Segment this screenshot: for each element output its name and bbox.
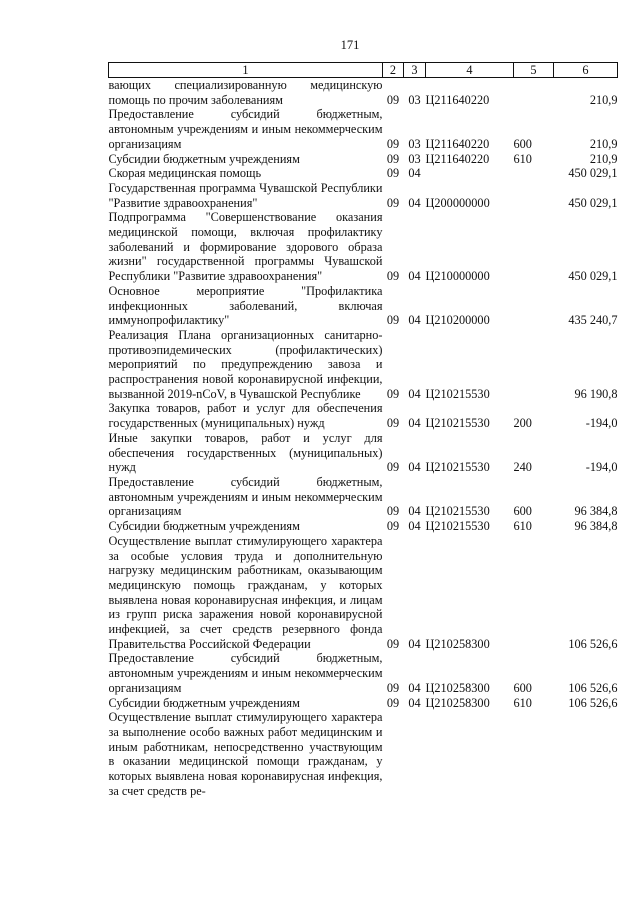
row-name-cell: Скорая медицинская помощь — [108, 166, 262, 181]
table-row — [109, 534, 618, 652]
table-row — [109, 284, 618, 328]
target-article-cell: Ц210215530 — [425, 519, 490, 534]
row-name-cell: Осуществление выплат стимулирующего характера за особые условия труда и дополнительную нагрузку медицинским работникам, оказывающим медицинскую помощь гражданам, у которых выявлена новая коронавирусная инфекция, и лицам из групп риска заражения новой коронавирусной инфекцией, за счет средств резервного фонда Правительства Российской Федерации — [108, 533, 383, 651]
target-article-cell: Ц211640220 — [425, 92, 490, 107]
subsection-code-cell: 04 — [408, 636, 421, 651]
amount-cell — [554, 710, 618, 798]
table-row — [109, 696, 618, 711]
section-code-cell: 09 — [386, 166, 400, 181]
row-name-cell: Осуществление выплат стимулирующего характера за выполнение особо важных работ медицинским и иным работникам, непосредственно участвующим в оказании медицинской помощи гражданам, у которых выявлена новая коронавирусная инфекция, за счет средств ре- — [108, 710, 383, 798]
table-row — [109, 431, 618, 475]
section-code-cell: 09 — [386, 92, 400, 107]
target-article-cell: Ц210215530 — [425, 460, 490, 475]
table-row — [109, 710, 618, 798]
amount-cell: 210,9 — [589, 92, 618, 107]
amount-cell: 106 526,6 — [568, 695, 618, 710]
expense-type-cell: 610 — [513, 519, 532, 534]
section-code-cell — [383, 710, 404, 798]
table-row — [109, 107, 618, 151]
expense-type-cell: 200 — [513, 416, 532, 431]
column-header: 3 — [404, 63, 426, 78]
expense-type-cell: 240 — [513, 460, 532, 475]
expense-type-cell — [514, 328, 554, 402]
table-header-row — [109, 63, 618, 78]
amount-cell: 435 240,7 — [568, 313, 618, 328]
expense-type-cell — [514, 166, 554, 181]
row-name-cell: Иные закупки товаров, работ и услуг для обеспечения государственных (муниципальных) нужд — [108, 430, 383, 475]
amount-cell: 96 190,8 — [574, 386, 618, 401]
amount-cell: 106 526,6 — [568, 636, 618, 651]
subsection-code-cell: 04 — [408, 695, 421, 710]
subsection-code-cell: 04 — [408, 269, 421, 284]
amount-cell: -194,0 — [585, 460, 618, 475]
column-header: 2 — [383, 63, 404, 78]
target-article-cell: Ц211640220 — [425, 136, 490, 151]
table-row — [109, 328, 618, 402]
amount-cell: 106 526,6 — [568, 680, 618, 695]
expense-type-cell: 610 — [513, 151, 532, 166]
table-row — [109, 651, 618, 695]
row-name-cell: Подпрограмма "Совершенствование оказания медицинской помощи, включая профилактику заболеваний и формирование здорового образа жизни" государственной программы Чувашской Республики "Развитие здравоохранения" — [108, 210, 383, 284]
amount-cell: 210,9 — [589, 151, 618, 166]
target-article-cell: Ц210215530 — [425, 416, 490, 431]
row-name-cell: Субсидии бюджетным учреждениям — [108, 695, 300, 710]
section-code-cell: 09 — [386, 504, 400, 519]
subsection-code-cell: 04 — [408, 313, 421, 328]
table-row — [109, 152, 618, 167]
section-code-cell: 09 — [386, 416, 400, 431]
amount-cell: 450 029,1 — [568, 166, 618, 181]
section-code-cell: 09 — [386, 680, 400, 695]
budget-table — [108, 62, 618, 798]
section-code-cell: 09 — [386, 136, 400, 151]
table-row — [109, 166, 618, 181]
table-row — [109, 210, 618, 284]
expense-type-cell: 600 — [513, 680, 532, 695]
subsection-code-cell — [404, 710, 426, 798]
row-name-cell: Закупка товаров, работ и услуг для обеспечения государственных (муниципальных) нужд — [108, 401, 383, 431]
table-row — [109, 401, 618, 430]
target-article-cell: Ц211640220 — [425, 151, 490, 166]
section-code-cell: 09 — [386, 460, 400, 475]
section-code-cell: 09 — [386, 636, 400, 651]
target-article-cell: Ц210258300 — [425, 695, 490, 710]
amount-cell: 96 384,8 — [574, 519, 618, 534]
row-name-cell: Основное мероприятие "Профилактика инфекционных заболеваний, включая иммунопрофилактику" — [108, 283, 383, 328]
target-article-cell: Ц200000000 — [425, 195, 490, 210]
section-code-cell: 09 — [386, 195, 400, 210]
column-header: 1 — [109, 63, 383, 78]
row-name-cell: Предоставление субсидий бюджетным, автономным учреждениям и иным некоммерческим организациям — [108, 651, 383, 695]
subsection-code-cell: 04 — [408, 195, 421, 210]
target-article-cell: Ц210258300 — [425, 636, 490, 651]
row-name-cell: Предоставление субсидий бюджетным, автономным учреждениям и иным некоммерческим организациям — [108, 474, 383, 519]
section-code-cell: 09 — [386, 695, 400, 710]
expense-type-cell: 600 — [513, 136, 532, 151]
amount-cell: 96 384,8 — [574, 504, 618, 519]
amount-cell: -194,0 — [585, 416, 618, 431]
expense-type-cell — [514, 710, 554, 798]
section-code-cell: 09 — [386, 519, 400, 534]
row-name-cell: Государственная программа Чувашской Республики "Развитие здравоохранения" — [108, 180, 383, 210]
subsection-code-cell: 03 — [408, 136, 421, 151]
table-row — [109, 78, 618, 108]
target-article-cell: Ц210215530 — [425, 386, 490, 401]
row-name-cell: Субсидии бюджетным учреждениям — [108, 151, 300, 166]
section-code-cell: 09 — [386, 386, 400, 401]
amount-cell: 210,9 — [589, 136, 618, 151]
target-article-cell — [426, 166, 514, 181]
column-header: 4 — [426, 63, 514, 78]
expense-type-cell — [514, 284, 554, 328]
amount-cell: 450 029,1 — [568, 195, 618, 210]
table-row — [109, 181, 618, 210]
subsection-code-cell: 04 — [408, 460, 421, 475]
section-code-cell: 09 — [386, 313, 400, 328]
subsection-code-cell: 03 — [408, 151, 421, 166]
row-name-cell: вающих специализированную медицинскую помощь по прочим заболеваниям — [108, 78, 383, 107]
subsection-code-cell: 04 — [408, 386, 421, 401]
expense-type-cell: 610 — [513, 695, 532, 710]
subsection-code-cell: 04 — [408, 519, 421, 534]
expense-type-cell — [514, 181, 554, 210]
row-name-cell: Предоставление субсидий бюджетным, автономным учреждениям и иным некоммерческим организациям — [108, 107, 383, 151]
target-article-cell — [426, 710, 514, 798]
table-row — [109, 475, 618, 519]
expense-type-cell: 600 — [513, 504, 532, 519]
expense-type-cell — [514, 534, 554, 652]
table-row — [109, 519, 618, 534]
target-article-cell: Ц210000000 — [425, 269, 490, 284]
subsection-code-cell: 04 — [408, 166, 421, 181]
column-header: 6 — [554, 63, 618, 78]
section-code-cell: 09 — [386, 269, 400, 284]
subsection-code-cell: 04 — [408, 504, 421, 519]
row-name-cell: Субсидии бюджетным учреждениям — [108, 519, 300, 534]
subsection-code-cell: 03 — [408, 92, 421, 107]
expense-type-cell — [514, 78, 554, 108]
target-article-cell: Ц210258300 — [425, 680, 490, 695]
subsection-code-cell: 04 — [408, 416, 421, 431]
subsection-code-cell: 04 — [408, 680, 421, 695]
column-header: 5 — [514, 63, 554, 78]
amount-cell: 450 029,1 — [568, 269, 618, 284]
page-number: 171 — [340, 38, 360, 52]
target-article-cell: Ц210215530 — [425, 504, 490, 519]
target-article-cell: Ц210200000 — [425, 313, 490, 328]
section-code-cell: 09 — [386, 151, 400, 166]
table-body — [109, 78, 618, 799]
expense-type-cell — [514, 210, 554, 284]
row-name-cell: Реализация Плана организационных санитарно-противоэпидемических (профилактических) мероприятий по предупреждению завоза и распространения новой коронавирусной инфекции, вызванной 2019-nCoV, в Чувашской Республике — [108, 327, 383, 401]
